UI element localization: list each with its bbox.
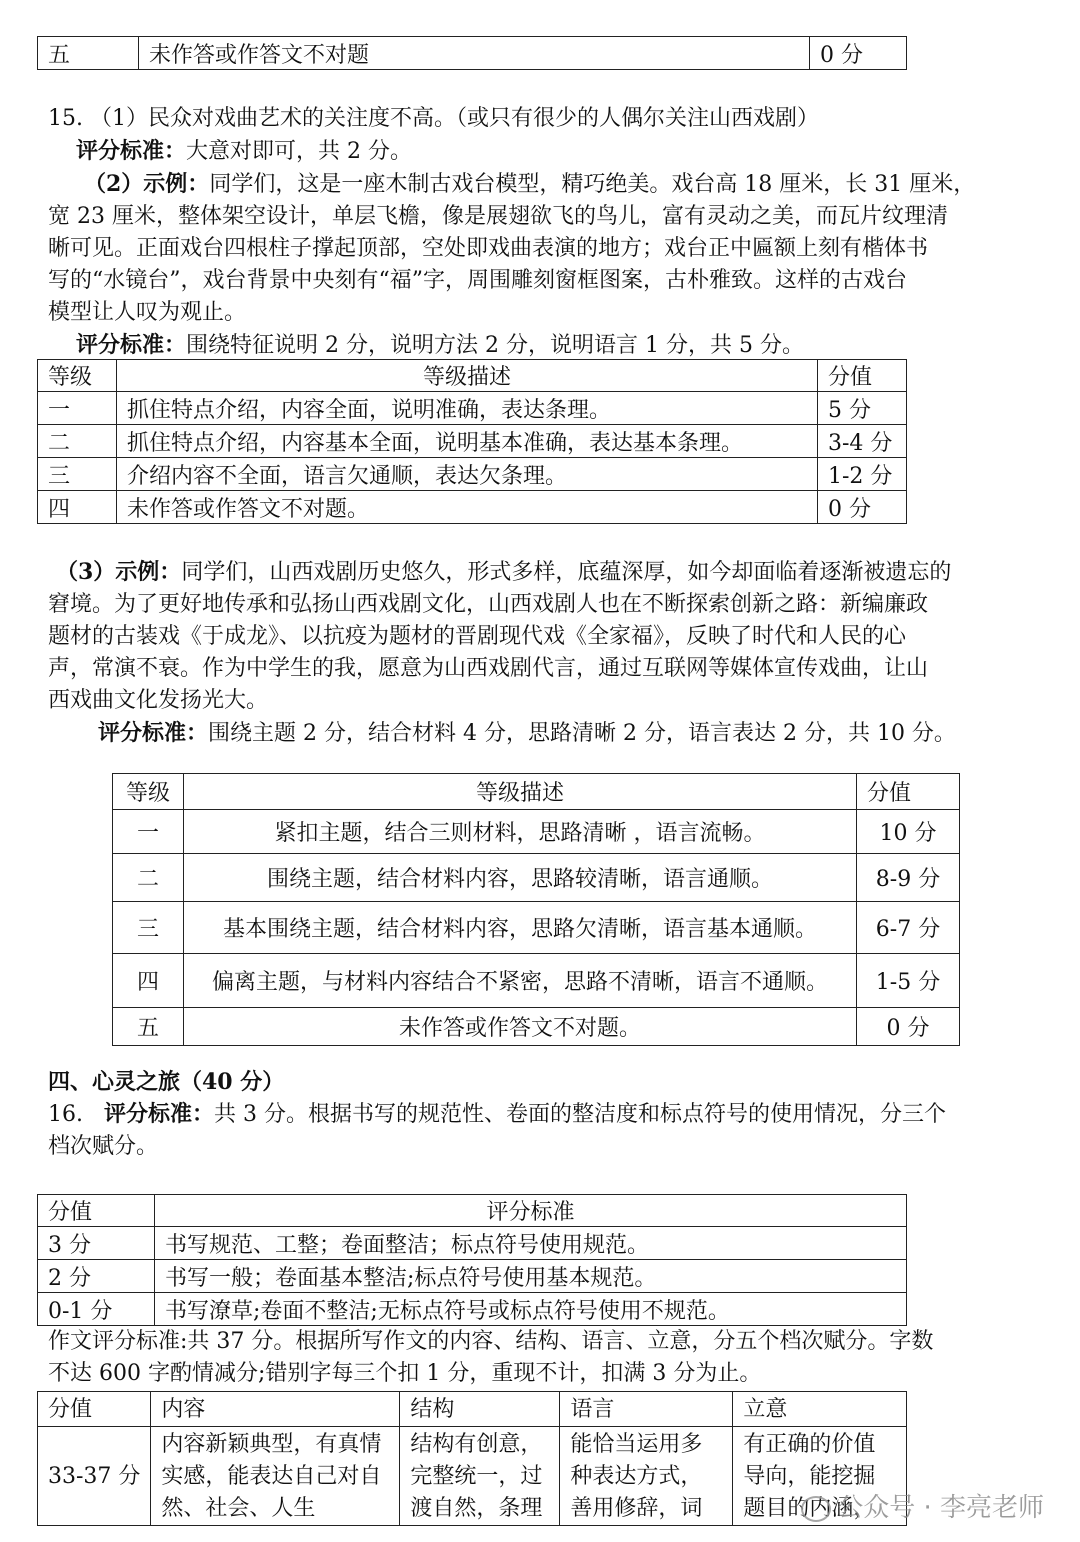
cell: 四: [38, 491, 117, 524]
section-title: 四、心灵之旅（40 分）: [48, 1069, 285, 1095]
cell: 2 分: [38, 1260, 155, 1293]
q15-p2-standard: [48, 329, 1038, 362]
cell: 0-1 分: [38, 1293, 155, 1326]
cell: 书写规范、工整；卷面整洁；标点符号使用规范。: [155, 1227, 907, 1260]
cell: 有正确的价值导向，能挖掘题目的内涵，: [733, 1427, 907, 1526]
cell: 未作答或作答文不对题: [139, 37, 810, 70]
text: 同学们，这是一座木制古戏台模型，精巧绝美。戏台高 18 厘米，长 31 厘米，: [209, 172, 976, 197]
essay-standard: [48, 1326, 1038, 1390]
cell: 33-37 分: [38, 1427, 151, 1526]
q16-line: 档次赋分。: [48, 1134, 159, 1159]
standard-text: 大意对即可，共 2 分。: [186, 139, 412, 164]
header-cell: 立意: [733, 1392, 907, 1427]
cell: 三: [38, 458, 117, 491]
header-cell: 等级描述: [184, 774, 857, 810]
header-cell: 等级: [38, 360, 117, 392]
essay-line: 作文评分标准:共 37 分。根据所写作文的内容、结构、语言、立意，分五个档次赋分。字数: [48, 1329, 934, 1354]
cell: 围绕主题，结合材料内容，思路较清晰，语言通顺。: [184, 854, 857, 902]
q15-p2-line: [48, 168, 1038, 201]
example-label: （3）示例：: [56, 559, 182, 585]
grade-table-q15-2: [37, 359, 907, 524]
cell: 6-7 分: [857, 902, 960, 954]
q15-p1-standard: [48, 135, 1038, 168]
handwriting-table: [37, 1194, 907, 1326]
q15-p1-text: 15. （1）民众对戏曲艺术的关注度不高。（或只有很少的人偶尔关注山西戏剧）: [48, 106, 819, 131]
standard-label: 评分标准：: [76, 138, 187, 164]
cell: 五: [113, 1008, 184, 1046]
header-cell: 等级描述: [117, 360, 818, 392]
cell: 0 分: [857, 1008, 960, 1046]
cell: 8-9 分: [857, 854, 960, 902]
watermark: [801, 1487, 1044, 1524]
cell: 0 分: [810, 37, 907, 70]
grade-table-q15-3: [112, 773, 960, 1046]
example-label: （2）示例：: [84, 171, 210, 197]
q15-p3-line: 窘境。为了更好地传承和弘扬山西戏剧文化，山西戏剧人也在不断探索创新之路：新编廉政: [48, 592, 929, 617]
standard-text: 围绕特征说明 2 分，说明方法 2 分，说明语言 1 分，共 5 分。: [186, 333, 804, 358]
header-cell: 语言: [560, 1392, 733, 1427]
cell: 书写潦草;卷面不整洁;无标点符号或标点符号使用不规范。: [155, 1293, 907, 1326]
cell: 紧扣主题，结合三则材料，思路清晰 ，语言流畅。: [184, 810, 857, 854]
q15-p2-line: 晰可见。正面戏台四根柱子撑起顶部，空处即戏曲表演的地方；戏台正中匾额上刻有楷体书: [48, 236, 929, 261]
header-cell: 结构: [400, 1392, 560, 1427]
cell: 1-2 分: [818, 458, 907, 491]
header-cell: 评分标准: [155, 1195, 907, 1227]
cell: 未作答或作答文不对题。: [184, 1008, 857, 1046]
text: 同学们，山西戏剧历史悠久，形式多样，底蕴深厚，如今却面临着逐渐被遗忘的: [181, 560, 952, 585]
cell: 5 分: [818, 392, 907, 425]
cell: 四: [113, 954, 184, 1008]
q15-p3-line: 西戏曲文化发扬光大。: [48, 688, 269, 713]
standard-label: 评分标准：: [103, 1101, 214, 1127]
q15-p3-line: [48, 556, 1038, 589]
cell: 五: [38, 37, 139, 70]
wechat-icon: [801, 1496, 831, 1522]
watermark-text: 公众号 · 李亮老师: [837, 1493, 1044, 1523]
header-cell: 分值: [38, 1195, 155, 1227]
standard-label: 评分标准：: [76, 332, 187, 358]
section4: [48, 1066, 1038, 1163]
cell: 未作答或作答文不对题。: [117, 491, 818, 524]
q16-text: 共 3 分。根据书写的规范性、卷面的整洁度和标点符号的使用情况，分三个: [214, 1102, 946, 1127]
cell: 抓住特点介绍，内容全面，说明准确，表达条理。: [117, 392, 818, 425]
standard-label: 评分标准：: [98, 720, 209, 746]
cell: 二: [38, 425, 117, 458]
q15-p3-line: 声，常演不衰。作为中学生的我，愿意为山西戏剧代言，通过互联网等媒体宣传戏曲，让山: [48, 656, 929, 681]
cell: 10 分: [857, 810, 960, 854]
cell: 基本围绕主题，结合材料内容，思路欠清晰，语言基本通顺。: [184, 902, 857, 954]
cell: 书写一般；卷面基本整洁;标点符号使用基本规范。: [155, 1260, 907, 1293]
cell: 一: [38, 392, 117, 425]
cell: 三: [113, 902, 184, 954]
cell: 介绍内容不全面，语言欠通顺，表达欠条理。: [117, 458, 818, 491]
header-cell: 分值: [818, 360, 907, 392]
q15-part2: [48, 168, 1038, 362]
standard-text: 围绕主题 2 分，结合材料 4 分，思路清晰 2 分，语言表达 2 分，共 10 分。: [208, 721, 956, 746]
cell: 0 分: [818, 491, 907, 524]
essay-table: [37, 1391, 907, 1526]
q15-part3: [48, 556, 1038, 750]
q16-number: 16.: [48, 1102, 83, 1127]
cell: 1-5 分: [857, 954, 960, 1008]
q15-p2-line: 宽 23 厘米，整体架空设计，单层飞檐，像是展翅欲飞的鸟儿，富有灵动之美，而瓦片纹理清: [48, 204, 948, 229]
cell: 结构有创意，完整统一，过渡自然，条理: [400, 1427, 560, 1526]
q15-part1: [48, 103, 1038, 168]
cell: 二: [113, 854, 184, 902]
header-cell: 分值: [38, 1392, 151, 1427]
cell: 一: [113, 810, 184, 854]
top-table: [37, 36, 907, 70]
q15-p2-line: 写的“水镜台”，戏台背景中央刻有“福”字，周围雕刻窗框图案，古朴雅致。这样的古戏台: [48, 268, 907, 293]
cell: 能恰当运用多种表达方式，善用修辞，词: [560, 1427, 733, 1526]
header-cell: 分值: [857, 774, 960, 810]
q15-p2-line: 模型让人叹为观止。: [48, 300, 247, 325]
header-cell: 等级: [113, 774, 184, 810]
cell: 3-4 分: [818, 425, 907, 458]
cell: 偏离主题，与材料内容结合不紧密，思路不清晰，语言不通顺。: [184, 954, 857, 1008]
cell: 3 分: [38, 1227, 155, 1260]
header-cell: 内容: [151, 1392, 400, 1427]
cell: 抓住特点介绍，内容基本全面，说明基本准确，表达基本条理。: [117, 425, 818, 458]
cell: 内容新颖典型，有真情实感，能表达自己对自然、社会、人生: [151, 1427, 400, 1526]
q16-line: [48, 1098, 1038, 1131]
essay-line: 不达 600 字酌情减分;错别字每三个扣 1 分，重现不计，扣满 3 分为止。: [48, 1361, 762, 1386]
q15-p3-standard: [48, 717, 1038, 750]
q15-p3-line: 题材的古装戏《于成龙》、以抗疫为题材的晋剧现代戏《全家福》，反映了时代和人民的心: [48, 624, 907, 649]
